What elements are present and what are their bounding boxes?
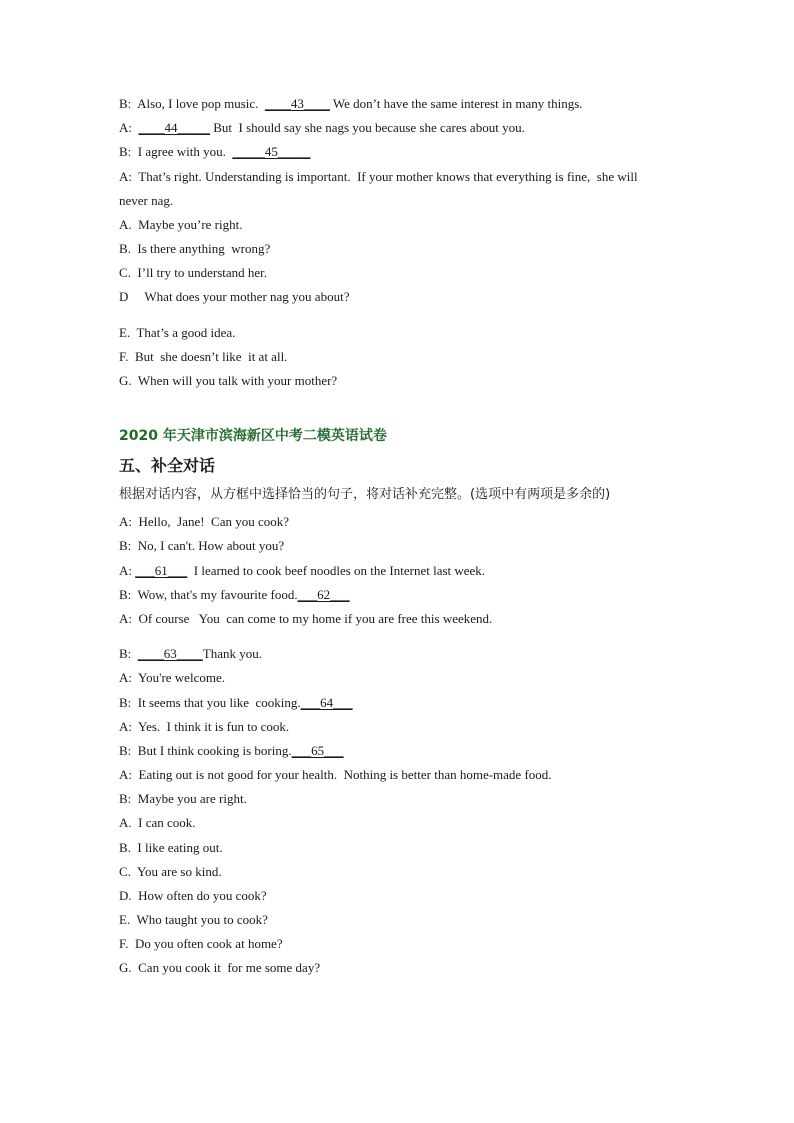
dialog2-line: A: You're welcome. (119, 670, 225, 685)
dialog2-line: A: Eating out is not good for your health. Nothing is better than home-made food. (119, 767, 552, 782)
answer-blank-43[interactable]: ____43____ (264, 96, 330, 111)
answer-blank-64[interactable]: ___64___ (300, 695, 353, 710)
dialog2-line: B: Maybe you are right. (119, 791, 247, 806)
dialog1-line: never nag. (119, 193, 174, 208)
option-item: C. You are so kind. (119, 864, 222, 879)
option-item: C. I’ll try to understand her. (119, 265, 268, 280)
dialog2-line: B: But I think cooking is boring.___65___ (119, 743, 344, 758)
option-item: B. I like eating out. (119, 840, 223, 855)
option-item: G. When will you talk with your mother? (119, 373, 338, 388)
dialog2-line: A: ___61___ I learned to cook beef noodles on the Internet last week. (119, 563, 486, 578)
option-item: B. Is there anything wrong? (119, 241, 271, 256)
dialog2-line: B: Wow, that's my favourite food.___62___ (119, 587, 350, 602)
option-item: F. But she doesn’t like it at all. (119, 349, 288, 364)
answer-blank-63[interactable]: ____63____ (137, 646, 203, 661)
dialog2-line: A: Hello, Jane! Can you cook? (119, 514, 290, 529)
section-title: 2020 年天津市滨海新区中考二模英语试卷 (119, 428, 387, 444)
option-item: A. Maybe you’re right. (119, 217, 243, 232)
option-item: G. Can you cook it for me some day? (119, 960, 321, 975)
dialog1-line: A: That’s right. Understanding is important. If your mother knows that everything is fine, she will (119, 169, 638, 184)
answer-blank-62[interactable]: ___62___ (297, 587, 350, 602)
option-item: F. Do you often cook at home? (119, 936, 283, 951)
answer-blank-65[interactable]: ___65___ (291, 743, 344, 758)
dialog1-line: A: ____44_____ But I should say she nags you because she cares about you. (119, 120, 525, 135)
option-item: E. That’s a good idea. (119, 325, 236, 340)
dialog2-line: B: ____63____Thank you. (119, 646, 263, 661)
dialog2-line: B: No, I can't. How about you? (119, 538, 285, 553)
option-item: A. I can cook. (119, 815, 196, 830)
dialog2-line: A: Yes. I think it is fun to cook. (119, 719, 290, 734)
dialog1-line: B: Also, I love pop music. ____43____ We don’t have the same interest in many things. (119, 96, 583, 111)
dialog1-line: B: I agree with you. _____45_____ (119, 144, 311, 159)
option-item: D What does your mother nag you about? (119, 289, 350, 304)
dialog2-line: B: It seems that you like cooking.___64___ (119, 695, 353, 710)
answer-blank-61[interactable]: ___61___ (135, 563, 188, 578)
part-title: 五、补全对话 (119, 456, 216, 475)
answer-blank-45[interactable]: _____45_____ (232, 144, 311, 159)
answer-blank-44[interactable]: ____44_____ (138, 120, 210, 135)
instructions: 根据对话内容，从方框中选择恰当的句子，将对话补充完整。(选项中有两项是多余的) (119, 487, 611, 502)
option-item: E. Who taught you to cook? (119, 912, 268, 927)
dialog2-line: A: Of course You can come to my home if you are free this weekend. (119, 611, 493, 626)
option-item: D. How often do you cook? (119, 888, 267, 903)
